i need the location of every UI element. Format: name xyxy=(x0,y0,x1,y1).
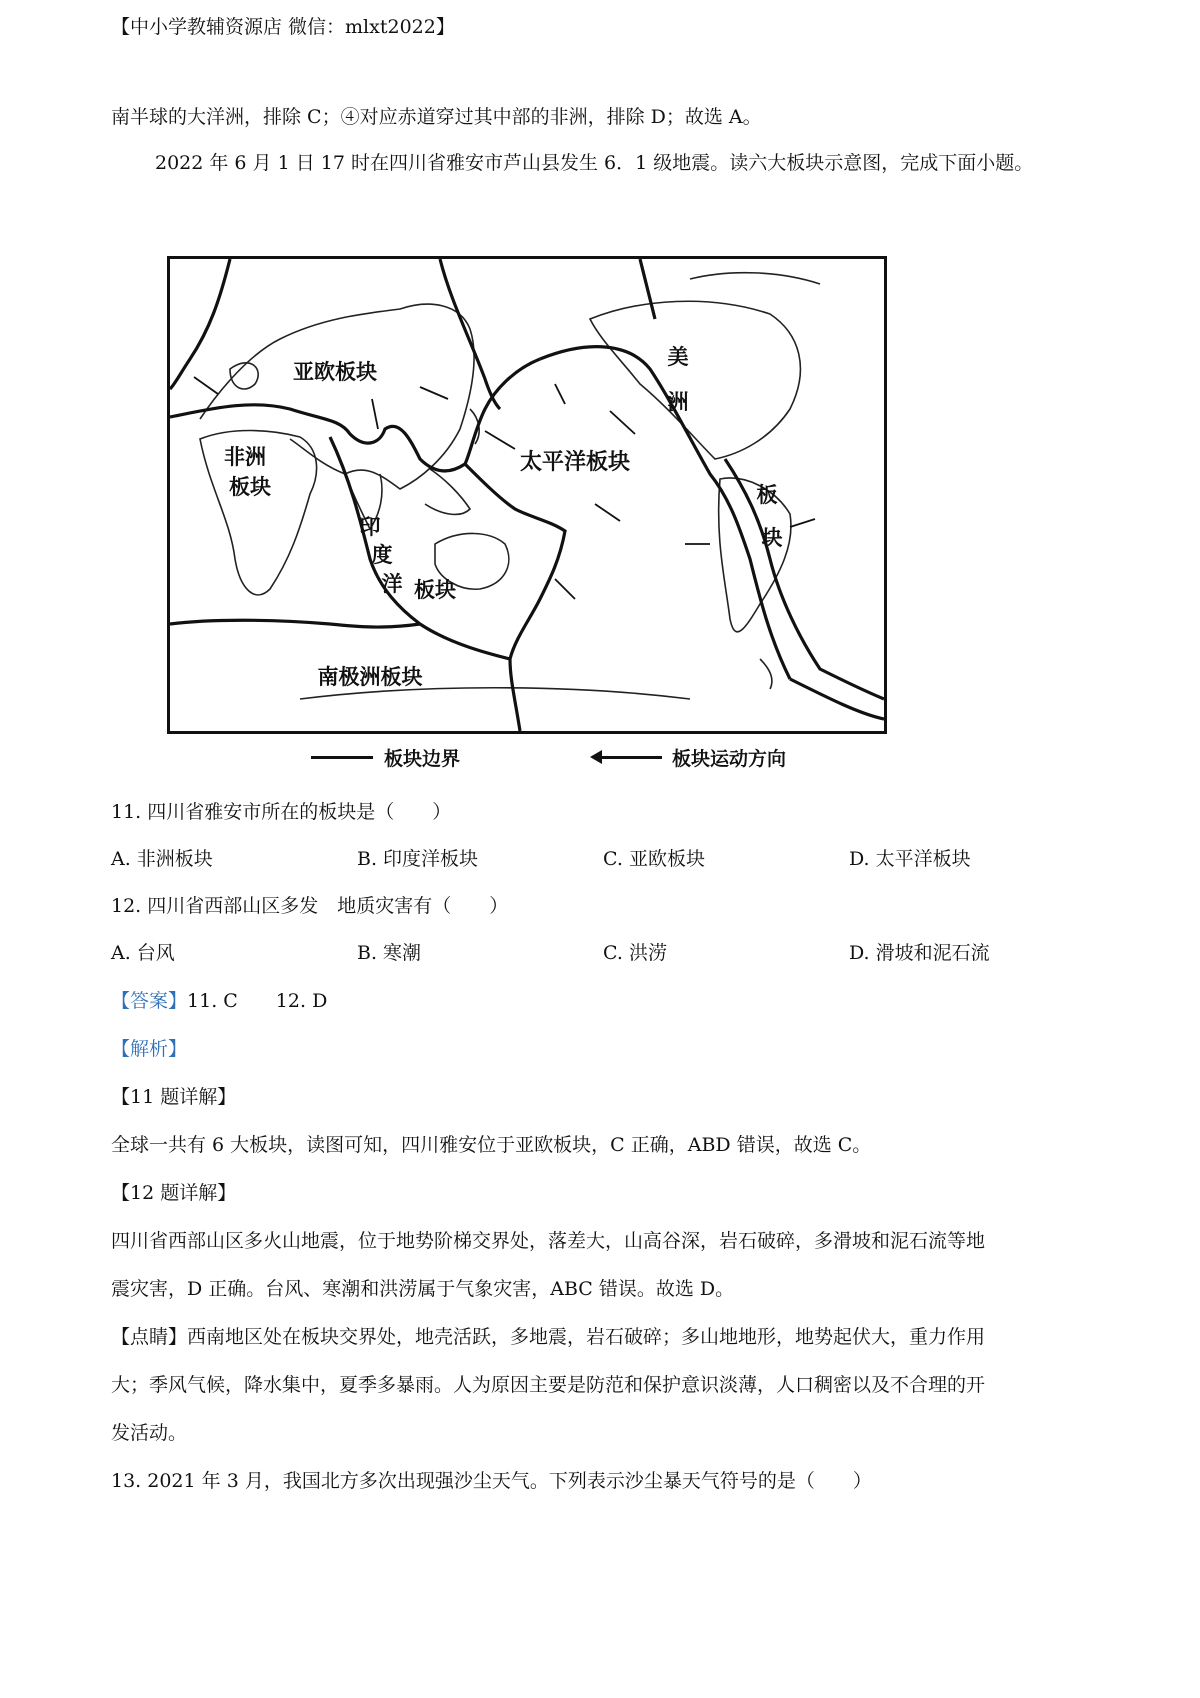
label-american-plate-4: 块 xyxy=(761,526,783,550)
legend-boundary: 板块边界 xyxy=(384,748,461,770)
label-american-plate-3: 板 xyxy=(756,483,778,507)
q12-detail-tag: 【12 题详解】 xyxy=(111,1182,237,1204)
answer-text: 11. C 12. D xyxy=(187,990,328,1012)
tip-line2: 大；季风气候，降水集中，夏季多暴雨。人为原因主要是防范和保护意识淡薄，人口稠密以及不合理的开 xyxy=(111,1374,986,1396)
label-african-plate-2: 板块 xyxy=(229,475,271,499)
q11-option-c: C. 亚欧板块 xyxy=(603,848,705,870)
legend-motion: 板块运动方向 xyxy=(672,748,787,770)
q11-stem: 11. 四川省雅安市所在的板块是（ ） xyxy=(111,801,452,823)
tip-text-1: 西南地区处在板块交界处，地壳活跃，多地震，岩石破碎；多山地地形，地势起伏大，重力作用 xyxy=(187,1326,986,1348)
question-stem: 2022 年 6 月 1 日 17 时在四川省雅安市芦山县发生 6．1 级地震。读六大板块示意图，完成下面小题。 xyxy=(155,152,1034,174)
q12-detail-line1: 四川省西部山区多火山地震，位于地势阶梯交界处，落差大，山高谷深，岩石破碎，多滑坡和泥石流等地 xyxy=(111,1230,986,1252)
label-eurasian-plate: 亚欧板块 xyxy=(293,360,377,384)
q11-option-b: B. 印度洋板块 xyxy=(357,848,479,870)
boundary-legend-line xyxy=(311,756,373,759)
label-american-plate-1: 美 xyxy=(667,345,689,369)
arrow-head-icon xyxy=(590,750,602,764)
header-watermark: 【中小学教辅资源店 微信：mlxt2022】 xyxy=(111,16,455,38)
q12-option-b: B. 寒潮 xyxy=(357,942,422,964)
q13-stem: 13. 2021 年 3 月，我国北方多次出现强沙尘天气。下列表示沙尘暴天气符号的是（ ） xyxy=(111,1470,872,1492)
analysis-tag: 【解析】 xyxy=(111,1038,188,1060)
label-african-plate-1: 非洲 xyxy=(224,445,266,469)
q12-option-a: A. 台风 xyxy=(111,942,175,964)
plate-map-figure xyxy=(170,259,884,731)
arrow-legend-line xyxy=(600,756,662,759)
tip-tag: 【点睛】 xyxy=(111,1326,188,1348)
label-indian-plate-4: 板块 xyxy=(414,578,456,602)
q12-option-d: D. 滑坡和泥石流 xyxy=(849,942,990,964)
intro-line: 南半球的大洋洲，排除 C；④对应赤道穿过其中部的非洲，排除 D；故选 A。 xyxy=(111,106,762,128)
label-pacific-plate: 太平洋板块 xyxy=(519,450,631,475)
label-indian-plate-3: 洋 xyxy=(381,572,403,596)
plate-map xyxy=(167,256,887,734)
coastlines xyxy=(200,273,820,699)
q12-detail-line2: 震灾害，D 正确。台风、寒潮和洪涝属于气象灾害，ABC 错误。故选 D。 xyxy=(111,1278,735,1300)
q11-option-d: D. 太平洋板块 xyxy=(849,848,971,870)
plate-labels xyxy=(224,345,783,689)
q12-option-c: C. 洪涝 xyxy=(603,942,667,964)
answer-line xyxy=(111,988,327,1014)
label-indian-plate-1: 印 xyxy=(359,515,381,539)
q11-detail-tag: 【11 题详解】 xyxy=(111,1086,237,1108)
label-indian-plate-2: 度 xyxy=(371,543,393,567)
label-american-plate-2: 洲 xyxy=(667,390,689,414)
tip-line1 xyxy=(111,1324,985,1350)
q11-option-a: A. 非洲板块 xyxy=(111,848,213,870)
q11-detail-text: 全球一共有 6 大板块，读图可知，四川雅安位于亚欧板块，C 正确，ABD 错误，故选 C。 xyxy=(111,1134,872,1156)
q12-stem: 12. 四川省西部山区多发 地质灾害有（ ） xyxy=(111,895,509,917)
tip-line3: 发活动。 xyxy=(111,1422,188,1444)
answer-tag: 【答案】 xyxy=(111,990,188,1012)
label-antarctic-plate: 南极洲板块 xyxy=(317,665,423,689)
